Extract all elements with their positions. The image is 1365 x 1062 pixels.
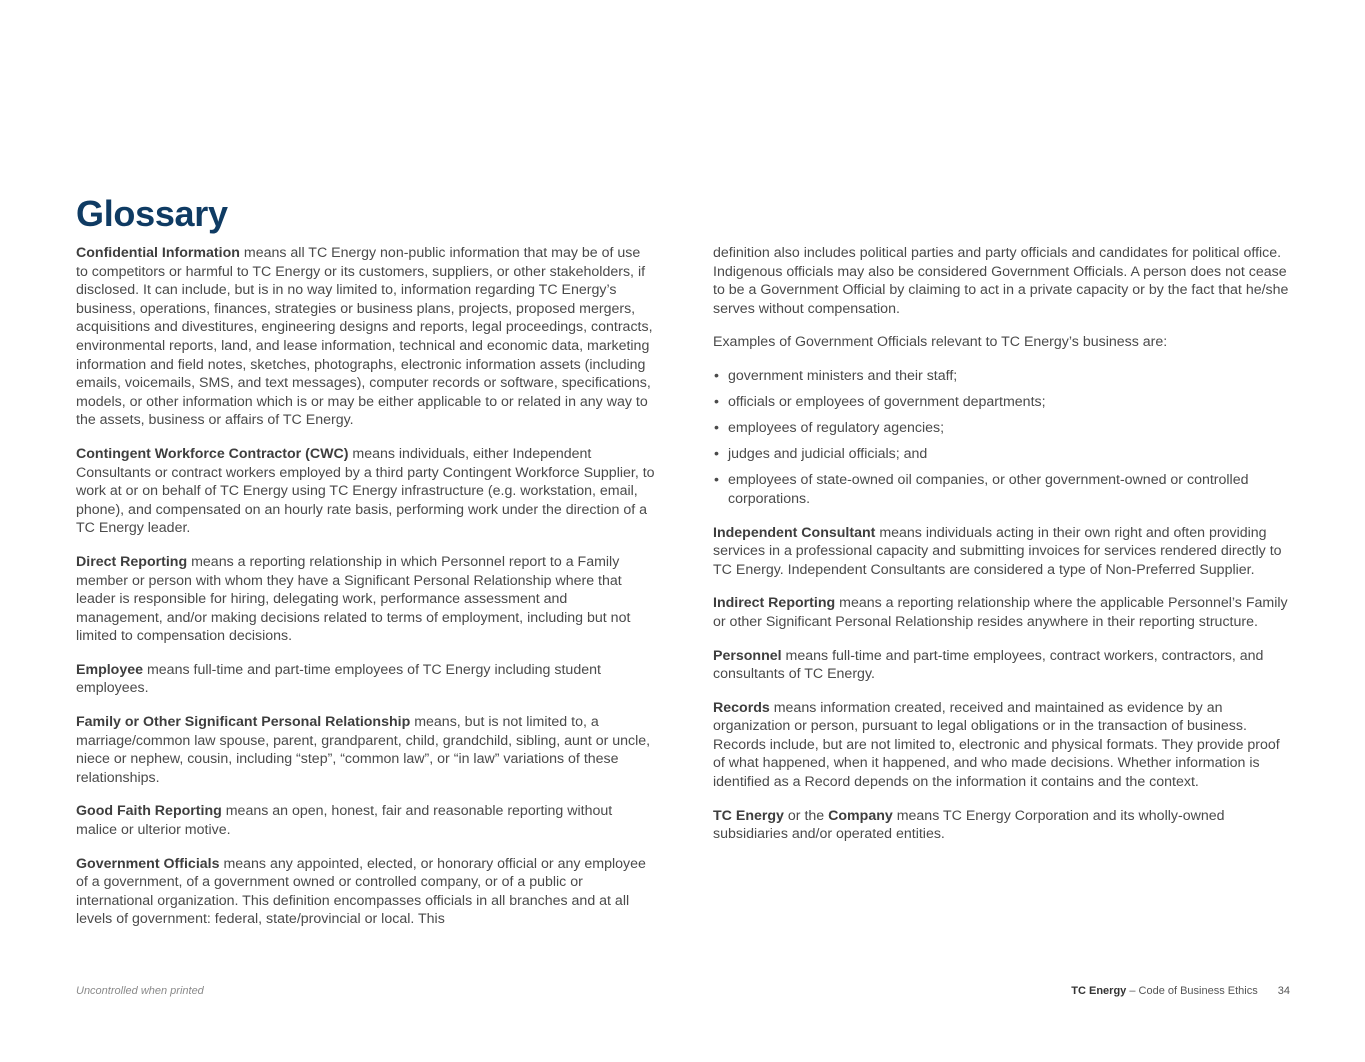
definition: means full-time and part-time employees, contract workers, contractors, and consultants of TC Energy. xyxy=(713,647,1264,683)
term: Good Faith Reporting xyxy=(76,803,222,820)
continued-definition: definition also includes political parties and party officials and candidates for political office. Indigenous officials may also be considered Government Officials. A person does not cease to be a Government Official by claiming to act in a private capacity or by the fact that he/she serves without compensation. xyxy=(713,245,1289,317)
glossary-entry xyxy=(76,802,656,839)
list-item: • officials or employees of government departments; xyxy=(713,393,1293,412)
connector: or the xyxy=(783,807,829,824)
glossary-entry xyxy=(713,524,1293,580)
definition: means a reporting relationship in which Personnel report to a Family member or person with whom they have a Significant Personal Relationship where that leader is responsible for hiring, delegating work, performance assessment and management, and/or making decisions related to terms of employment, including but not limited to compensation decisions. xyxy=(76,553,631,645)
glossary-entry xyxy=(76,855,656,929)
glossary-entry xyxy=(76,661,656,698)
term: Government Officials xyxy=(76,855,220,872)
definition: means a reporting relationship where the applicable Personnel’s Family or other Significant Personal Relationship resides anywhere in their reporting structure. xyxy=(713,595,1288,630)
term: Independent Consultant xyxy=(713,524,876,541)
term: Company xyxy=(828,807,893,824)
page-title: Glossary xyxy=(76,193,228,234)
list-item: • government ministers and their staff; xyxy=(713,367,1293,386)
list-item: • judges and judicial officials; and xyxy=(713,445,1293,464)
page-number: 34 xyxy=(1277,985,1290,997)
term: Direct Reporting xyxy=(76,553,188,570)
list-item: • employees of regulatory agencies; xyxy=(713,419,1293,438)
list-item: • employees of state-owned oil companies, or other government-owned or controlled corporations. xyxy=(713,471,1293,508)
definition: means full-time and part-time employees of TC Energy including student employees. xyxy=(76,661,601,697)
examples-list xyxy=(713,367,1293,509)
footer-brand: TC Energy xyxy=(1071,985,1127,997)
term: Indirect Reporting xyxy=(713,595,836,612)
footer-doc-title: – Code of Business Ethics xyxy=(1126,985,1258,997)
definition: means individuals acting in their own right and often providing services in a professional capacity and submitting invoices for services rendered directly to TC Energy. Independent Consultants are considered a type of Non-Preferred Supplier. xyxy=(713,524,1282,578)
glossary-entry xyxy=(76,553,656,646)
left-column xyxy=(76,244,656,944)
term: Records xyxy=(713,699,770,716)
glossary-entry xyxy=(713,647,1293,684)
term: Family or Other Significant Personal Relationship xyxy=(76,714,411,731)
glossary-entry xyxy=(76,713,656,787)
term: TC Energy xyxy=(713,807,784,824)
right-column xyxy=(713,244,1293,859)
definition: means information created, received and maintained as evidence by an organization or person, pursuant to legal obligations or in the transaction of business. Records include, but are not limited to, electronic and physical formats. They provide proof of what happened, when it happened, and who made decisions. Whether information is identified as a Record depends on the information it contains and the context. xyxy=(713,699,1280,791)
glossary-entry xyxy=(76,244,656,430)
definition: means an open, honest, fair and reasonable reporting without malice or ulterior motive. xyxy=(76,803,613,839)
term: Personnel xyxy=(713,647,782,664)
definition: means individuals, either Independent Consultants or contract workers employed by a third party Contingent Workforce Supplier, to work at or on behalf of TC Energy using TC Energy infrastructure (e.g. workstation, email, phone), and compensated on an hourly rate basis, performing work under the direction of a TC Energy leader. xyxy=(76,445,655,537)
term: Confidential Information xyxy=(76,245,240,261)
definition: means, but is not limited to, a marriage/common law spouse, parent, grandparent, child, grandchild, sibling, aunt or uncle, niece or nephew, cousin, including “step”, “common law”, or “in law” variations of these relationships. xyxy=(76,714,651,786)
definition: means all TC Energy non-public information that may be of use to competitors or harmful to TC Energy or its customers, suppliers, or other stakeholders, if disclosed. It can include, but is in no way limited to, information regarding TC Energy’s business, operations, finances, strategies or business plans, projects, proposed mergers, acquisitions and divestitures, engineering designs and reports, legal proceedings, contracts, environmental reports, land, and lease information, technical and economic data, marketing information and field notes, sketches, photographs, electronic information assets (including emails, voicemails, SMS, and text messages), computer records or software, specifications, models, or other information which is or may be either applicable to or related in any way to the assets, business or affairs of TC Energy. xyxy=(76,245,653,429)
definition: means any appointed, elected, or honorary official or any employee of a government, of a government owned or controlled company, or of a public or international organization. This definition encompasses officials in all branches and at all levels of government: federal, state/provincial or local. This xyxy=(76,855,646,928)
term: Contingent Workforce Contractor (CWC) xyxy=(76,445,349,462)
glossary-entry xyxy=(76,445,656,538)
term: Employee xyxy=(76,661,144,678)
definition: means TC Energy Corporation and its wholly-owned subsidiaries and/or operated entities. xyxy=(713,807,1225,843)
glossary-entry xyxy=(713,594,1293,631)
footer-info xyxy=(1071,985,1290,997)
examples-intro: Examples of Government Officials relevant to TC Energy’s business are: xyxy=(713,334,1168,351)
glossary-entry xyxy=(713,699,1293,792)
glossary-entry xyxy=(713,807,1293,844)
footer-note: Uncontrolled when printed xyxy=(76,985,204,997)
